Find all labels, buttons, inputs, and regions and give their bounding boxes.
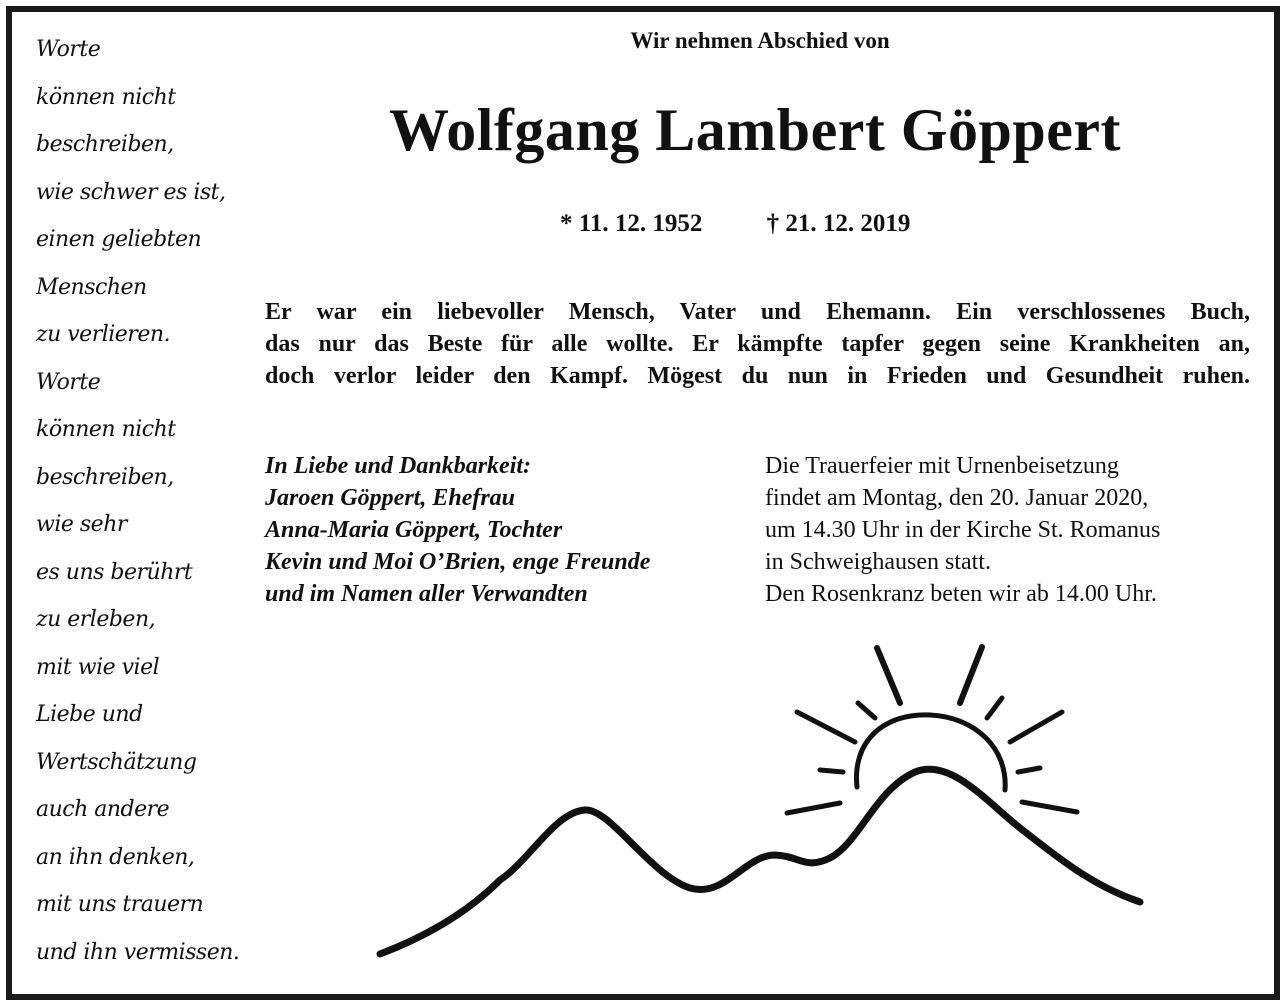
poem-line: mit uns trauern — [36, 892, 204, 917]
poem-line: beschreiben, — [36, 464, 174, 490]
poem-line: können nicht — [36, 84, 176, 110]
life-dates — [560, 210, 910, 238]
death-date: † 21. 12. 2019 — [766, 210, 911, 237]
family-member: Anna-Maria Göppert, Tochter — [265, 517, 563, 543]
poem-line: wie schwer es ist, — [36, 179, 226, 205]
family-member: und im Namen aller Verwandten — [265, 581, 588, 607]
birth-date: * 11. 12. 1952 — [560, 210, 703, 237]
poem — [36, 30, 261, 980]
poem-line: können nicht — [36, 417, 176, 442]
service-line: Die Trauerfeier mit Urnenbeisetzung — [765, 453, 1119, 479]
poem-line: Liebe und — [36, 702, 143, 727]
poem-line: an ihn denken, — [36, 844, 195, 870]
poem-line: Worte — [36, 369, 101, 395]
poem-line: auch andere — [36, 797, 170, 822]
family-member: Jaroen Göppert, Ehefrau — [265, 485, 516, 511]
poem-line: einen geliebten — [36, 227, 202, 252]
poem-line: Wertschätzung — [36, 749, 197, 775]
tribute-line: Er war ein liebevoller Mensch, Vater und Ehemann. Ein verschlossenes Buch, — [265, 299, 1250, 325]
poem-line: zu verlieren. — [36, 322, 171, 347]
poem-line: wie sehr — [36, 512, 127, 537]
poem-line: und ihn vermissen. — [36, 939, 240, 965]
poem-line: Menschen — [36, 274, 147, 300]
service-line: um 14.30 Uhr in der Kirche St. Romanus — [765, 517, 1161, 543]
family-signatures — [265, 450, 650, 610]
poem-line: es uns berührt — [36, 559, 193, 585]
poem-line: beschreiben, — [36, 132, 174, 157]
service-line: findet am Montag, den 20. Januar 2020, — [765, 485, 1149, 511]
service-line: in Schweighausen statt. — [765, 549, 991, 575]
family-member: Kevin und Moi O’Brien, enge Freunde — [265, 549, 651, 575]
deceased-name: Wolfgang Lambert Göppert — [389, 97, 1121, 163]
tribute-line: das nur das Beste für alle wollte. Er kämpfte tapfer gegen seine Krankheiten an, — [265, 331, 1250, 357]
intro-text: Wir nehmen Abschied von — [630, 28, 890, 53]
tribute-line: doch verlor leider den Kampf. Mögest du nun in Frieden und Gesundheit ruhen. — [265, 363, 1250, 389]
poem-line: mit wie viel — [36, 654, 160, 680]
poem-line: Worte — [36, 37, 101, 62]
tribute-text — [265, 296, 1250, 392]
poem-line: zu erleben, — [36, 607, 156, 632]
service-details — [765, 450, 1160, 610]
family-heading: In Liebe und Dankbarkeit: — [265, 453, 532, 479]
service-line: Den Rosenkranz beten wir ab 14.00 Uhr. — [765, 581, 1157, 607]
